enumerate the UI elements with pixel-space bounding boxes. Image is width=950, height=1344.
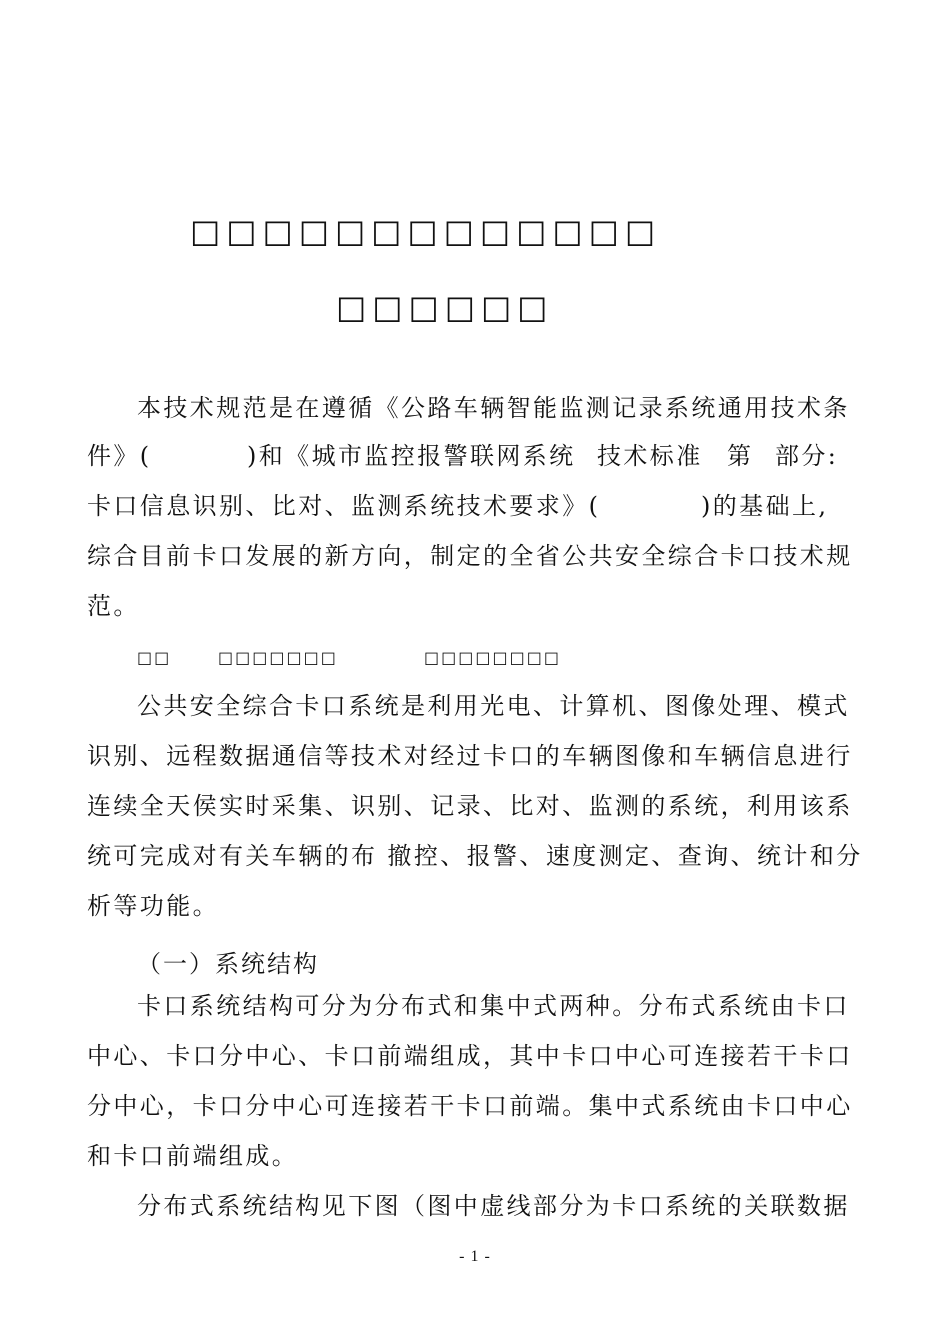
page-number: - 1 - — [459, 1248, 491, 1265]
intro-line-1: 本技术规范是在遵循《公路车辆智能监测记录系统通用技术条 — [137, 394, 850, 422]
section-heading-part-3: □□□□□□□□ — [424, 648, 561, 667]
structure-line-4: 和卡口前端组成。 — [87, 1142, 299, 1170]
definition-line-2: 识别、远程数据通信等技术对经过卡口的车辆图像和车辆信息进行 — [87, 742, 853, 770]
intro-line-2 — [87, 444, 847, 470]
intro-line-2-part-c: 技术标准 — [597, 442, 703, 470]
subsection-heading-system-structure: （一）系统结构 — [137, 950, 319, 978]
intro-line-5: 范。 — [87, 592, 140, 620]
document-title-line-1: □□□□□□□□□□□□□ — [190, 212, 662, 250]
intro-line-3-part-b: )的基础上, — [701, 492, 829, 520]
structure-line-3: 分中心，卡口分中心可连接若干卡口前端。集中式系统由卡口中心 — [87, 1092, 853, 1120]
section-heading-part-1: □□ — [137, 648, 172, 667]
intro-line-2-part-b: )和《城市监控报警联网系统 — [247, 442, 576, 470]
intro-line-3-part-a: 卡口信息识别、比对、监测系统技术要求》( — [87, 492, 601, 520]
definition-line-1: 公共安全综合卡口系统是利用光电、计算机、图像处理、模式 — [137, 692, 850, 720]
intro-line-2-part-a: 件》( — [87, 442, 152, 470]
document-title-line-2: □□□□□□ — [336, 288, 554, 326]
distributed-line-1: 分布式系统结构见下图（图中虚线部分为卡口系统的关联数据 — [137, 1192, 850, 1220]
intro-line-2-part-e: 部分: — [775, 442, 839, 470]
structure-line-2: 中心、卡口分中心、卡口前端组成，其中卡口中心可连接若干卡口 — [87, 1042, 853, 1070]
intro-line-3 — [87, 494, 847, 520]
definition-line-3: 连续全天侯实时采集、识别、记录、比对、监测的系统，利用该系 — [87, 792, 853, 820]
structure-line-1: 卡口系统结构可分为分布式和集中式两种。分布式系统由卡口 — [137, 992, 850, 1020]
definition-line-4: 统可完成对有关车辆的布 撤控、报警、速度测定、查询、统计和分 — [87, 842, 863, 870]
intro-line-4: 综合目前卡口发展的新方向，制定的全省公共安全综合卡口技术规 — [87, 542, 853, 570]
definition-line-5: 析等功能。 — [87, 892, 219, 920]
intro-line-2-part-d: 第 — [727, 442, 754, 470]
section-heading-part-2: □□□□□□□ — [218, 648, 338, 667]
